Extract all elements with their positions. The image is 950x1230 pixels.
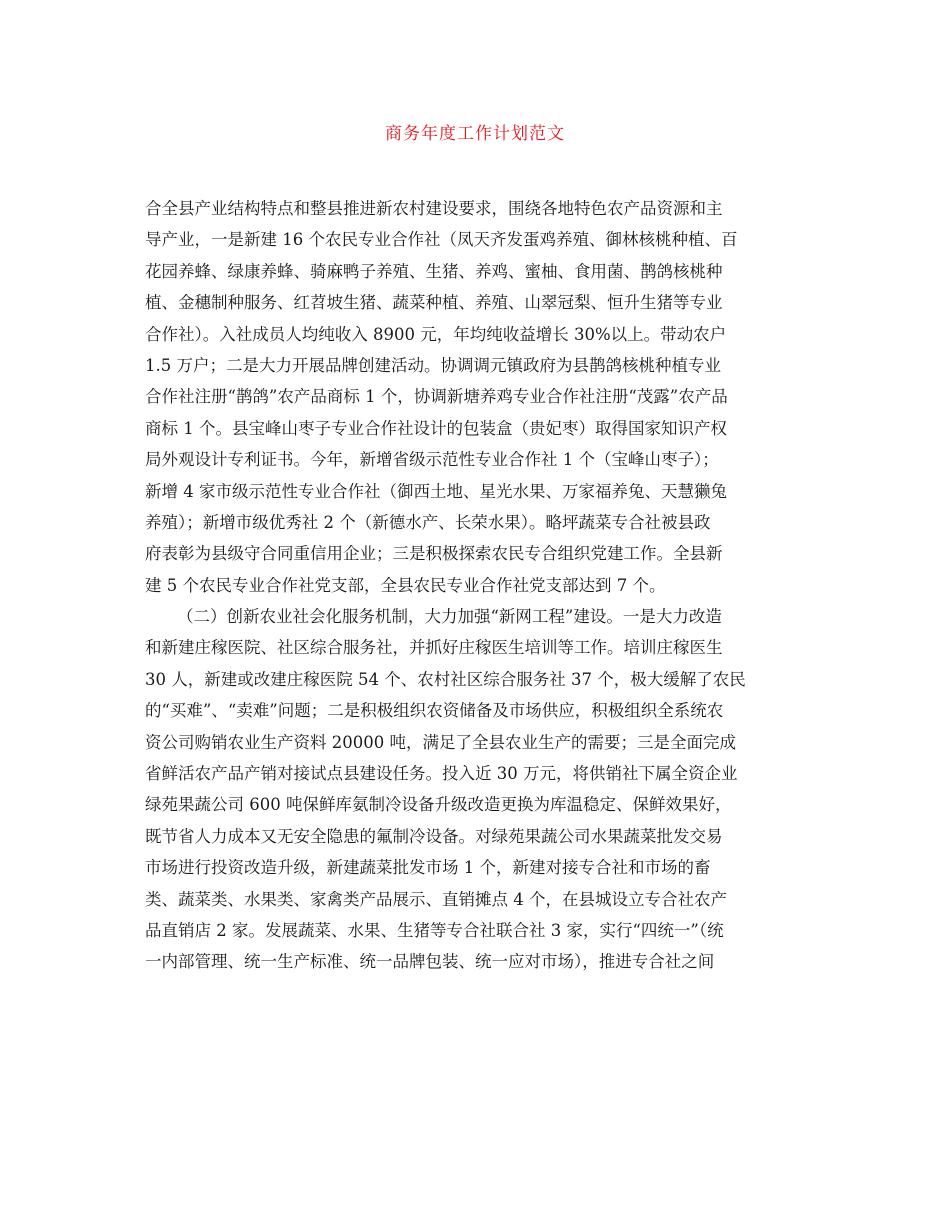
- text-line: 花园养蜂、绿康养蜂、骑麻鸭子养殖、生猪、养鸡、蜜柚、食用菌、鹊鸽核桃种: [145, 261, 723, 281]
- text-line: 植、金穗制种服务、红苕坡生猪、蔬菜种植、养殖、山翠冠梨、恒升生猪等专业: [145, 293, 723, 313]
- text-line: 资公司购销农业生产资料 20000 吨，满足了全县农业生产的需要；三是全面完成: [145, 732, 736, 752]
- text-line: 商标 1 个。县宝峰山枣子专业合作社设计的包装盒（贵妃枣）取得国家知识产权: [145, 418, 727, 438]
- text-line: 导产业，一是新建 16 个农民专业合作社（凤天齐发蛋鸡养殖、御林核桃种植、百: [145, 230, 738, 250]
- text-line: 建 5 个农民专业合作社党支部，全县农民专业合作社党支部达到 7 个。: [145, 575, 666, 595]
- text-line: 市场进行投资改造升级，新建蔬菜批发市场 1 个，新建对接专合社和市场的畜: [145, 858, 711, 878]
- text-line: 合作社）。入社成员人均纯收入 8900 元，年均纯收益增长 30%以上。带动农户: [145, 324, 727, 344]
- text-line: 和新建庄稼医院、社区综合服务社，并抓好庄稼医生培训等工作。培训庄稼医生: [145, 638, 723, 658]
- text-line: 既节省人力成本又无安全隐患的氟制冷设备。对绿苑果蔬公司水果蔬菜批发交易: [145, 826, 723, 846]
- paragraph-start-line: （二）创新农业社会化服务机制，大力加强“新网工程”建设。一是大力改造: [177, 607, 722, 627]
- document-title: 商务年度工作计划范文: [385, 124, 565, 144]
- text-line: 合作社注册“鹊鸽”农产品商标 1 个，协调新塘养鸡专业合作社注册“茂露”农产品: [145, 387, 728, 407]
- text-line: 的“买难”、“卖难”问题；二是积极组织农资储备及市场供应，积极组织全系统农: [145, 701, 724, 721]
- text-line: 省鲜活农产品产销对接试点县建设任务。投入近 30 万元，将供销社下属全资企业: [145, 764, 738, 784]
- text-line: 1.5 万户；二是大力开展品牌创建活动。协调调元镇政府为县鹊鸽核桃种植专业: [145, 355, 721, 375]
- text-line: 局外观设计专利证书。今年，新增省级示范性专业合作社 1 个（宝峰山枣子）；: [145, 450, 719, 470]
- text-line: 绿苑果蔬公司 600 吨保鲜库氨制冷设备升级改造更换为库温稳定、保鲜效果好，: [145, 795, 732, 815]
- document-body: [145, 193, 805, 978]
- text-line: 新增 4 家市级示范性专业合作社（御西土地、星光水果、万家福养兔、天慧獭兔: [145, 481, 727, 501]
- text-line: 一内部管理、统一生产标准、统一品牌包装、统一应对市场），推进专合社之间: [145, 952, 715, 972]
- text-line: 品直销店 2 家。发展蔬菜、水果、生猪等专合社联合社 3 家，实行“四统一”（统: [145, 920, 724, 940]
- text-line: 30 人，新建或改建庄稼医院 54 个、农村社区综合服务社 37 个，极大缓解了农民: [145, 669, 746, 689]
- text-line: 类、蔬菜类、水果类、家禽类产品展示、直销摊点 4 个，在县城设立专合社农产: [145, 889, 727, 909]
- text-line: 养殖）；新增市级优秀社 2 个（新德水产、长荣水果）。略坪蔬菜专合社被县政: [145, 512, 711, 532]
- text-line: 府表彰为县级守合同重信用企业；三是积极探索农民专合组织党建工作。全县新: [145, 544, 723, 564]
- text-line: 合全县产业结构特点和整县推进新农村建设要求，围绕各地特色农产品资源和主: [145, 199, 723, 218]
